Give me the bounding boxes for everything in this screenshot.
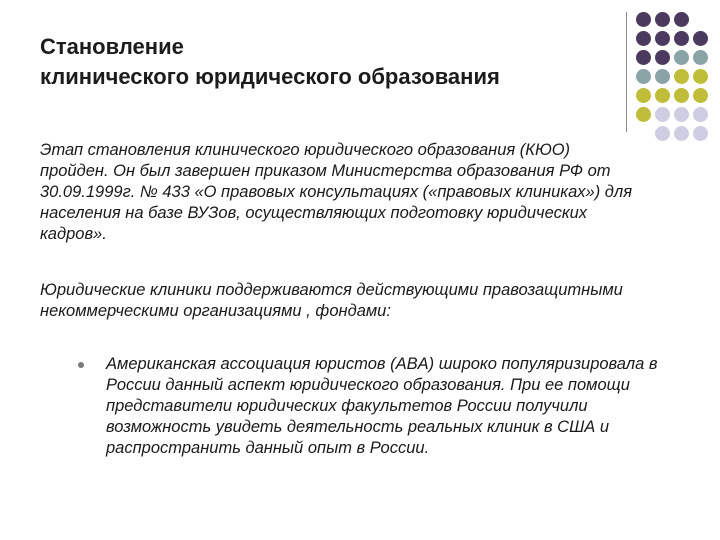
decorative-dot bbox=[636, 50, 651, 65]
decorative-dot bbox=[655, 126, 670, 141]
bullet-text: Американская ассоциация юристов (ABA) широко популяризировала в России данный аспект юридического образования. При ее помощи представители юридических факультетов России получили возможность увидеть деятельность реальных клиник в США и распространить данный опыт в России. bbox=[106, 355, 658, 457]
decorative-dot bbox=[636, 88, 651, 103]
decorative-dot bbox=[636, 31, 651, 46]
decorative-dot bbox=[674, 50, 689, 65]
decorative-dot bbox=[693, 88, 708, 103]
decorative-dot bbox=[655, 31, 670, 46]
paragraph-history: Этап становления клинического юридического образования (КЮО) пройден. Он был завершен приказом Министерства образования РФ от 30.09.1999г. № 433 «О правовых консультациях («правовых клиниках») для населения на базе ВУЗов, осуществляющих подготовку юридических кадров». bbox=[40, 141, 633, 243]
decorative-dot bbox=[693, 69, 708, 84]
decorative-dot bbox=[674, 88, 689, 103]
decorative-dot-grid bbox=[636, 12, 709, 142]
bullet-icon bbox=[78, 362, 84, 368]
slide-title-line-2: клинического юридического образования bbox=[40, 64, 500, 89]
decorative-dot bbox=[674, 12, 689, 27]
paragraph-support: Юридические клиники поддерживаются действующими правозащитными некоммерческими организациями , фондами: bbox=[40, 281, 623, 320]
decorative-dot bbox=[674, 69, 689, 84]
slide-title bbox=[40, 32, 600, 92]
decorative-dot bbox=[636, 107, 651, 122]
decorative-dot bbox=[693, 50, 708, 65]
decorative-dot bbox=[674, 107, 689, 122]
decorative-dot bbox=[674, 31, 689, 46]
decorative-dot bbox=[693, 107, 708, 122]
decorative-dot bbox=[655, 107, 670, 122]
decorative-dot bbox=[655, 69, 670, 84]
decorative-dot bbox=[636, 12, 651, 27]
decorative-dot bbox=[655, 50, 670, 65]
decorative-dot bbox=[655, 88, 670, 103]
decorative-dot bbox=[655, 12, 670, 27]
decorative-dot bbox=[693, 31, 708, 46]
decorative-dot bbox=[693, 126, 708, 141]
slide-title-line-1: Становление bbox=[40, 34, 184, 59]
decorative-dot bbox=[636, 69, 651, 84]
decorative-dot bbox=[674, 126, 689, 141]
decorative-divider-line bbox=[626, 12, 627, 132]
